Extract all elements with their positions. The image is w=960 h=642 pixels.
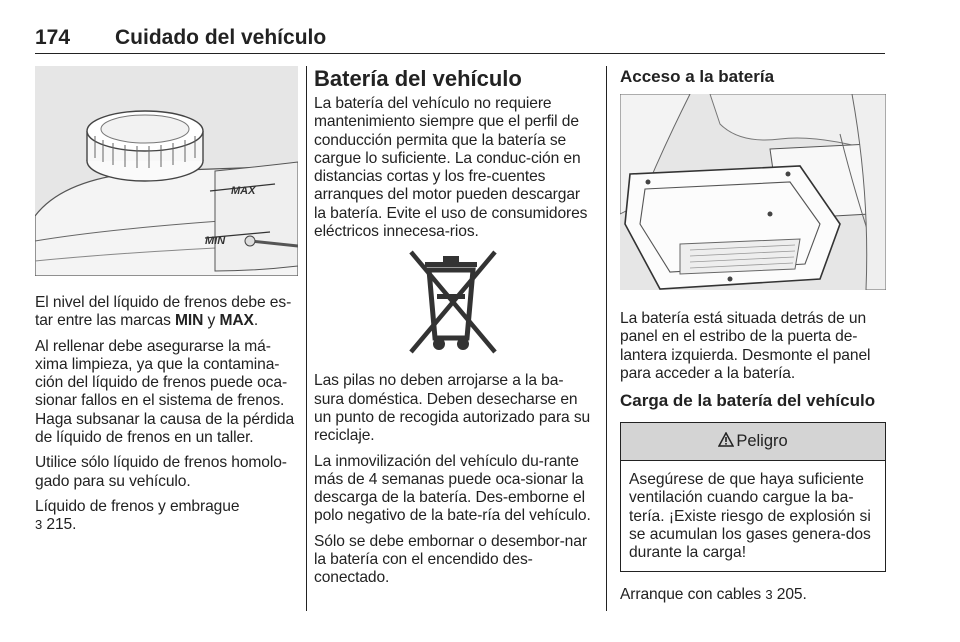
warning-title: Peligro — [736, 432, 788, 451]
battery-charging-heading: Carga de la batería del vehículo — [620, 391, 876, 411]
approved-fluid-text: Utilice sólo líquido de frenos homolo-gado para su vehículo. — [35, 454, 287, 490]
warning-text: Asegúrese de que haya suficiente ventilación cuando cargue la ba-tería. ¡Existe riesgo de explosión si se acumulan los gases genera-dos durante la carga! — [629, 471, 871, 562]
battery-location-text: La batería está situada detrás de un panel en el estribo de la puerta de-lantera izquierda. Desmonte el panel para acceder a la batería. — [620, 310, 871, 382]
page-number: 174 — [35, 26, 71, 49]
column-brake-fluid — [35, 66, 298, 542]
battery-heading: Batería del vehículo — [314, 66, 522, 91]
battery-access-heading: Acceso a la batería — [620, 67, 775, 86]
warning-header — [621, 423, 885, 461]
max-mark-label: MAX — [231, 185, 256, 197]
reference-arrow-icon: 3 — [35, 517, 43, 533]
brake-fluid-level-text: El nivel del líquido de frenos debe es-tar entre las marcas MIN y MAX. — [35, 294, 292, 330]
danger-warning-box — [620, 422, 886, 571]
crossed-out-bin-icon — [314, 248, 592, 360]
page-header — [35, 22, 885, 54]
max-label: MAX — [219, 312, 254, 330]
reference-arrow-icon: 3 — [765, 586, 773, 602]
jump-start-ref: Arranque con cables 3 205. — [620, 585, 807, 603]
battery-maintenance-text: La batería del vehículo no requiere mantenimiento siempre que el perfil de conducción permita que la batería se cargue lo suficiente. La conduc-ción en distancias cortas y los fre-cuentes arranques del motor pueden descargar la batería. Evite el uso de consumidores eléctricos innecesa-rios. — [314, 95, 588, 241]
battery-access-panel-image — [620, 94, 886, 290]
battery-ignition-text: Sólo se debe embornar o desembor-nar la batería con el encendido des-conectado. — [314, 532, 587, 587]
warning-triangle-icon — [718, 432, 734, 452]
page-reference-link[interactable]: 205. — [776, 585, 807, 603]
column-battery — [314, 66, 592, 595]
min-label: MIN — [175, 312, 204, 330]
min-mark-label: MIN — [205, 235, 226, 247]
column-divider — [306, 66, 307, 611]
column-battery-access — [620, 66, 886, 611]
battery-discharge-text: La inmovilización del vehículo du-rante más de 4 semanas puede oca-sionar la descarga de la batería. Des-emborne el polo negativo de la bate-ría del vehículo. — [314, 452, 591, 525]
page-reference-link[interactable]: 215. — [46, 516, 77, 534]
brake-fluid-reservoir-image — [35, 66, 298, 276]
brake-clutch-fluid-ref: Líquido de frenos y embrague 3 215. — [35, 497, 240, 534]
battery-disposal-text: Las pilas no deben arrojarse a la ba-sura doméstica. Deben desecharse en un punto de recogida autorizado para su reciclaje. — [314, 372, 591, 445]
page-title: Cuidado del vehículo — [115, 26, 327, 49]
column-divider — [606, 66, 607, 611]
cleanliness-text: Al rellenar debe asegurarse la má-xima limpieza, ya que la contamina-ción del líquido de frenos puede oca-sionar fallos en el sistema de frenos. Haga subsanar la causa de la pérdida de líquido de frenos en un taller. — [35, 337, 295, 447]
